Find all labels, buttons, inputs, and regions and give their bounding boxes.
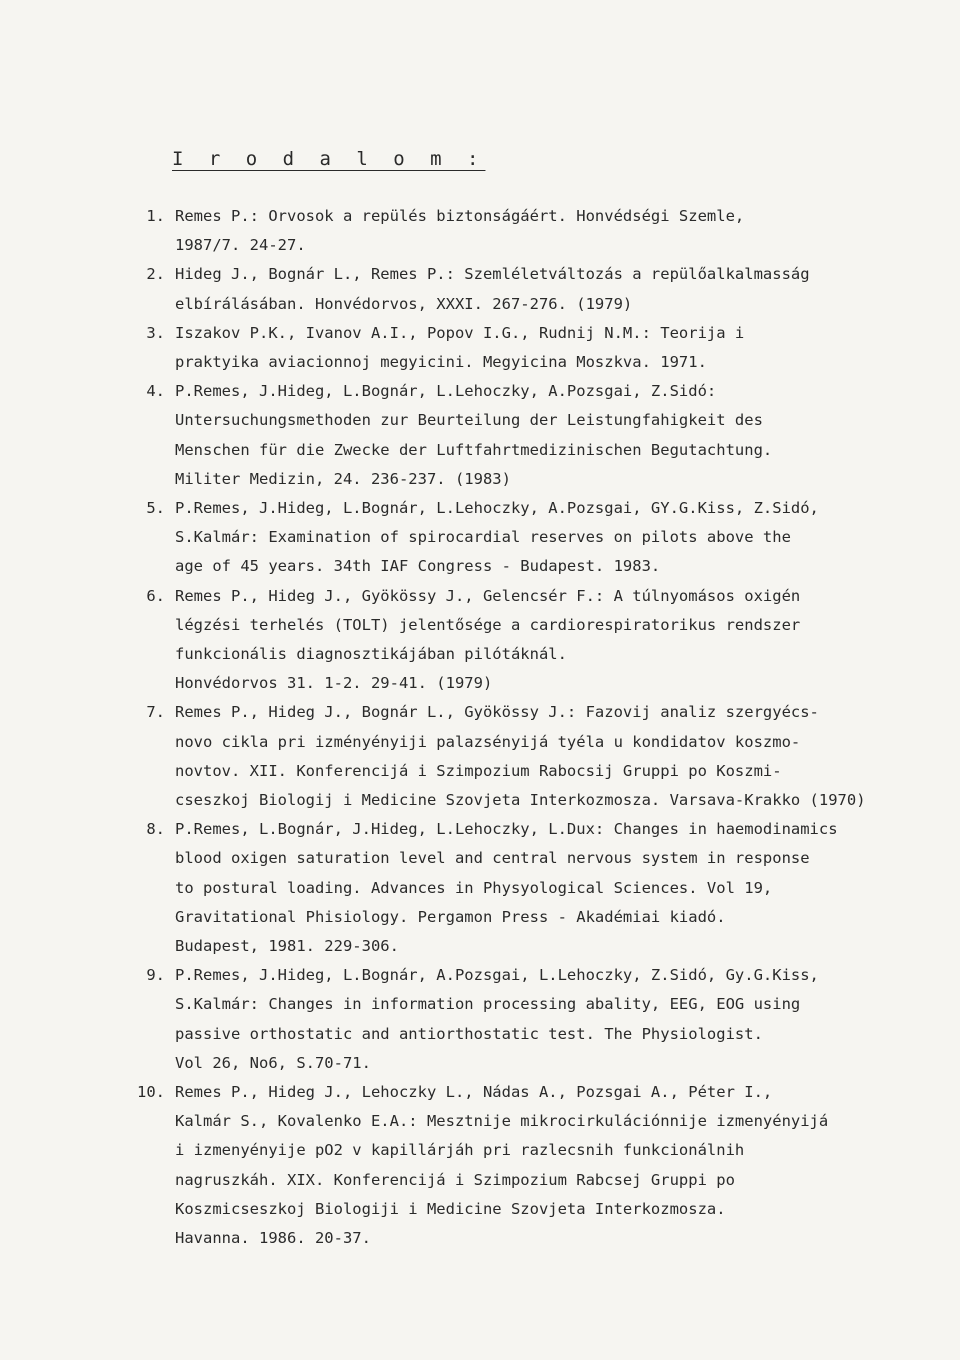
reference-text-line: légzési terhelés (TOLT) jelentősége a cardiorespiratorikus rendszer bbox=[175, 615, 801, 634]
reference-number: 2. bbox=[146, 265, 165, 284]
page-title: I r o d a l o m : bbox=[172, 148, 486, 170]
reference-number: 3. bbox=[146, 323, 165, 342]
reference-text-line: age of 45 years. 34th IAF Congress - Budapest. 1983. bbox=[175, 557, 661, 576]
reference-text-line: Vol 26, No6, S.70-71. bbox=[175, 1053, 371, 1072]
reference-text-line: novo cikla pri izményényiji palazsényijá tyéla u kondidatov koszmo- bbox=[175, 732, 801, 751]
reference-text-line: Remes P., Hideg J., Lehoczky L., Nádas A., Pozsgai A., Péter I., bbox=[175, 1083, 773, 1101]
reference-text-line: praktyika aviacionnoj megyicini. Megyicina Moszkva. 1971. bbox=[175, 353, 707, 371]
reference-text-line: P.Remes, L.Bognár, J.Hideg, L.Lehoczky, L.Dux: Changes in haemodinamics bbox=[175, 820, 838, 839]
reference-text-line: Havanna. 1986. 20-37. bbox=[175, 1229, 371, 1247]
reference-text-line: Hideg J., Bognár L., Remes P.: Szemléletváltozás a repülőalkalmasság bbox=[175, 265, 810, 284]
reference-text-line: 1987/7. 24-27. bbox=[175, 236, 306, 255]
reference-number: 7. bbox=[146, 703, 165, 722]
reference-text-line: to postural loading. Advances in Physyological Sciences. Vol 19, bbox=[175, 878, 773, 897]
reference-text-line: i izmenyényije pO2 v kapillárjáh pri razlecsnih funkcionálnih bbox=[175, 1141, 745, 1160]
reference-text-line: funkcionális diagnosztikájában pilótáknál. bbox=[175, 645, 567, 663]
reference-text-line: P.Remes, J.Hideg, L.Bognár, A.Pozsgai, L.Lehoczky, Z.Sidó, Gy.G.Kiss, bbox=[175, 966, 819, 985]
reference-text-line: Remes P., Hideg J., Gyökössy J., Gelencsér F.: A túlnyomásos oxigén bbox=[175, 586, 801, 605]
reference-number: 10. bbox=[137, 1083, 165, 1101]
reference-text-line: Remes P.: Orvosok a repülés biztonságáért. Honvédségi Szemle, bbox=[175, 207, 745, 225]
reference-text-line: P.Remes, J.Hideg, L.Bognár, L.Lehoczky, A.Pozsgai, Z.Sidó: bbox=[175, 382, 717, 401]
reference-text-line: Kalmár S., Kovalenko E.A.: Mesztnije mikrocirkulációnnije izmenyényijá bbox=[175, 1112, 829, 1131]
reference-text-line: Koszmicseszkoj Biologiji i Medicine Szovjeta Interkozmosza. bbox=[175, 1199, 726, 1218]
reference-text-line: nagruszkáh. XIX. Konferencijá i Szimpozium Rabcsej Gruppi po bbox=[175, 1170, 735, 1189]
reference-text-line: Iszakov P.K., Ivanov A.I., Popov I.G., Rudnij N.M.: Teorija i bbox=[175, 323, 745, 342]
reference-text-line: novtov. XII. Konferencijá i Szimpozium Rabocsij Gruppi po Koszmi- bbox=[175, 761, 782, 780]
reference-text-line: Remes P., Hideg J., Bognár L., Gyökössy J.: Fazovij analiz szergyécs- bbox=[175, 703, 819, 722]
reference-text-line: Untersuchungsmethoden zur Beurteilung der Leistungfahigkeit des bbox=[175, 411, 763, 430]
reference-text-line: Honvédorvos 31. 1-2. 29-41. (1979) bbox=[175, 674, 493, 693]
reference-number: 1. bbox=[146, 207, 165, 225]
reference-number: 6. bbox=[146, 586, 165, 605]
reference-text-line: Menschen für die Zwecke der Luftfahrtmedizinischen Begutachtung. bbox=[175, 440, 773, 459]
reference-text-line: passive orthostatic and antiorthostatic test. The Physiologist. bbox=[175, 1024, 763, 1043]
reference-number: 9. bbox=[146, 966, 165, 985]
reference-number: 5. bbox=[146, 499, 165, 517]
reference-text-line: P.Remes, J.Hideg, L.Bognár, L.Lehoczky, A.Pozsgai, GY.G.Kiss, Z.Sidó, bbox=[175, 499, 819, 517]
reference-text-line: Gravitational Phisiology. Pergamon Press - Akadémiai kiadó. bbox=[175, 907, 726, 926]
reference-text-line: cseszkoj Biologij i Medicine Szovjeta Interkozmosza. Varsava-Krakko (1970) bbox=[175, 791, 866, 809]
reference-number: 4. bbox=[146, 382, 165, 401]
reference-text-line: S.Kalmár: Changes in information processing abality, EEG, EOG using bbox=[175, 995, 801, 1014]
reference-text-line: elbírálásában. Honvédorvos, XXXI. 267-276. (1979) bbox=[175, 294, 633, 313]
reference-text-line: Budapest, 1981. 229-306. bbox=[175, 937, 399, 955]
reference-number: 8. bbox=[146, 820, 165, 839]
reference-text-line: S.Kalmár: Examination of spirocardial reserves on pilots above the bbox=[175, 528, 791, 547]
reference-text-line: blood oxigen saturation level and central nervous system in response bbox=[175, 849, 810, 868]
reference-text-line: Militer Medizin, 24. 236-237. (1983) bbox=[175, 469, 511, 488]
